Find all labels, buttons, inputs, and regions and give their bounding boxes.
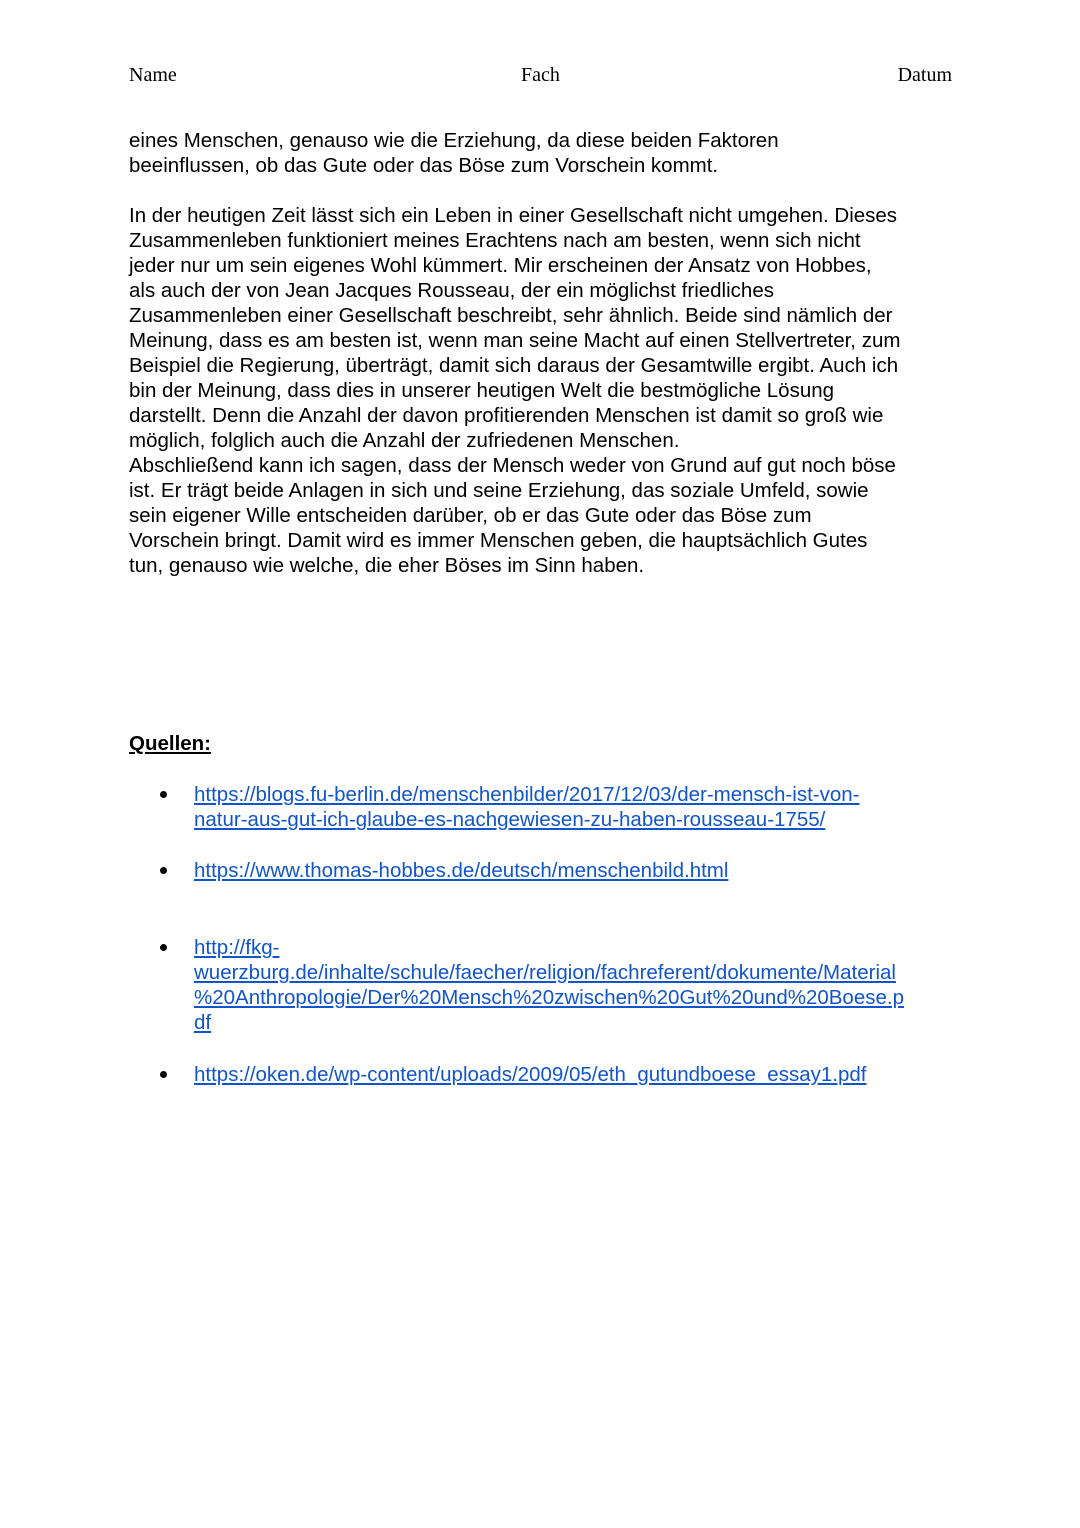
source-link-line[interactable]: %20Anthropologie/Der%20Mensch%20zwischen%20Gut%20und%20Boese.p [194,986,904,1009]
source-link-line[interactable]: http://fkg- [194,936,280,959]
text-line: möglich, folglich auch die Anzahl der zufriedenen Menschen. [129,429,680,452]
bullet-icon [160,1071,167,1078]
text-line: In der heutigen Zeit lässt sich ein Leben in einer Gesellschaft nicht umgehen. Dieses [129,204,898,227]
text-line: ist. Er trägt beide Anlagen in sich und seine Erziehung, das soziale Umfeld, sowie [129,479,869,502]
sources-heading: Quellen: [129,732,212,755]
text-line: jeder nur um sein eigenes Wohl kümmert. Mir erscheinen der Ansatz von Hobbes, [129,254,872,277]
source-link-line[interactable]: wuerzburg.de/inhalte/schule/faecher/religion/fachreferent/dokumente/Material [194,961,896,984]
source-link-rousseau[interactable] [194,782,859,832]
text-line: als auch der von Jean Jacques Rousseau, der ein möglichst friedliches [129,279,774,302]
text-line: Vorschein bringt. Damit wird es immer Menschen geben, die hauptsächlich Gutes [129,529,868,552]
header-name-label: Name [129,64,177,86]
page-header [129,64,952,94]
text-line: Meinung, dass es am besten ist, wenn man seine Macht auf einen Stellvertreter, zum [129,329,901,352]
header-date-label: Datum [897,64,952,86]
paragraph-2 [129,203,959,578]
source-link-line[interactable]: natur-aus-gut-ich-glaube-es-nachgewiesen-zu-haben-rousseau-1755/ [194,808,826,831]
text-line: Zusammenleben einer Gesellschaft beschreibt, sehr ähnlich. Beide sind nämlich der [129,304,893,327]
text-line: darstellt. Denn die Anzahl der davon profitierenden Menschen ist damit so groß wie [129,404,884,427]
text-line: Abschließend kann ich sagen, dass der Mensch weder von Grund auf gut noch böse [129,454,896,477]
source-link-hobbes[interactable] [194,858,728,883]
essay-body [129,128,959,578]
bullet-icon [160,867,167,874]
source-link-fkg-wuerzburg[interactable] [194,935,904,1035]
header-subject-label: Fach [521,64,560,86]
source-link-line[interactable]: https://www.thomas-hobbes.de/deutsch/menschenbild.html [194,859,729,882]
source-link-oken[interactable] [194,1062,866,1087]
text-line: tun, genauso wie welche, die eher Böses im Sinn haben. [129,554,645,577]
source-link-line[interactable]: df [194,1011,212,1034]
source-link-line[interactable]: https://blogs.fu-berlin.de/menschenbilder/2017/12/03/der-mensch-ist-von- [194,783,860,806]
source-link-line[interactable]: https://oken.de/wp-content/uploads/2009/05/eth_gutundboese_essay1.pdf [194,1063,867,1086]
text-line: bin der Meinung, dass dies in unserer heutigen Welt die bestmögliche Lösung [129,379,835,402]
bullet-icon [160,944,167,951]
text-line: sein eigener Wille entscheiden darüber, ob er das Gute oder das Böse zum [129,504,812,527]
text-line: beeinflussen, ob das Gute oder das Böse zum Vorschein kommt. [129,154,719,177]
paragraph-1 [129,128,959,178]
text-line: Zusammenleben funktioniert meines Erachtens nach am besten, wenn sich nicht [129,229,861,252]
text-line: Beispiel die Regierung, überträgt, damit sich daraus der Gesamtwille ergibt. Auch ich [129,354,899,377]
text-line: eines Menschen, genauso wie die Erziehung, da diese beiden Faktoren [129,129,779,152]
bullet-icon [160,791,167,798]
